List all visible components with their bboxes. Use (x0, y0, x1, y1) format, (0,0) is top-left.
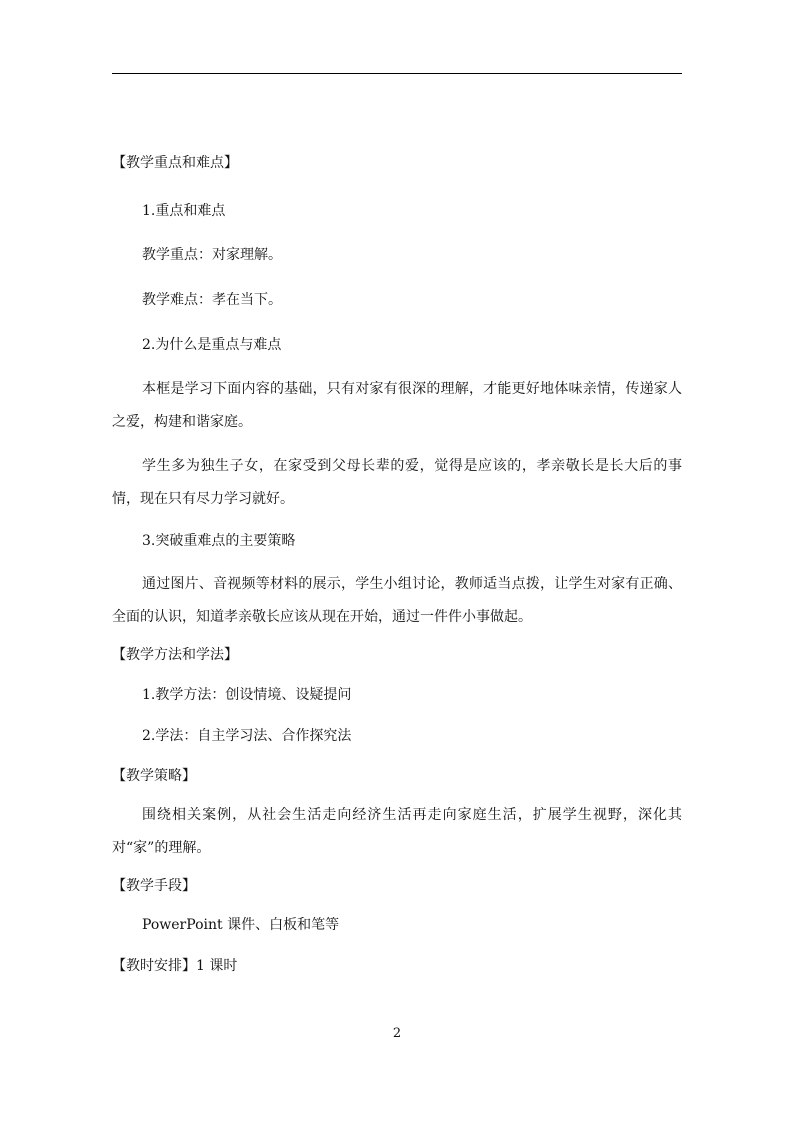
paragraph-breakthrough: 通过图片、音视频等材料的展示，学生小组讨论，教师适当点拨，让学生对家有正确、全面的认识，知道孝亲敬长应该从现在开始，通过一件件小事做起。 (112, 576, 682, 625)
subheading-strategy: 3.突破重难点的主要策略 (142, 533, 296, 549)
schedule-value: 1 课时 (196, 958, 238, 974)
subheading-why: 2.为什么是重点与难点 (142, 337, 282, 353)
section-heading-schedule: 【教时安排】 (112, 958, 196, 974)
page-number: 2 (392, 1026, 402, 1041)
teaching-difficulty: 教学难点：孝在当下。 (142, 292, 282, 308)
section-heading-means: 【教学手段】 (112, 878, 196, 894)
section-heading-methods: 【教学方法和学法】 (112, 647, 238, 663)
paragraph-students: 学生多为独生子女，在家受到父母长辈的爱，觉得是应该的，孝亲敬长是长大后的事情，现在只有尽力学习就好。 (112, 458, 682, 507)
schedule-line (112, 956, 682, 976)
section-heading-strategy: 【教学策略】 (112, 768, 196, 784)
section-heading-key-points: 【教学重点和难点】 (112, 155, 238, 171)
paragraph-foundation: 本框是学习下面内容的基础，只有对家有很深的理解，才能更好地体味亲情，传递家人之爱，构建和谐家庭。 (112, 381, 682, 430)
subheading-key-points: 1.重点和难点 (142, 203, 226, 219)
teaching-method-item: 1.教学方法：创设情境、设疑提问 (142, 687, 352, 703)
teaching-focus: 教学重点：对家理解。 (142, 247, 282, 263)
teaching-means-item: PowerPoint 课件、白板和笔等 (142, 917, 340, 933)
learning-method-item: 2.学法：自主学习法、合作探究法 (142, 728, 352, 744)
header-rule (112, 73, 682, 74)
paragraph-strategy: 围绕相关案例，从社会生活走向经济生活再走向家庭生活，扩展学生视野，深化其对“家”的理解。 (112, 807, 682, 856)
